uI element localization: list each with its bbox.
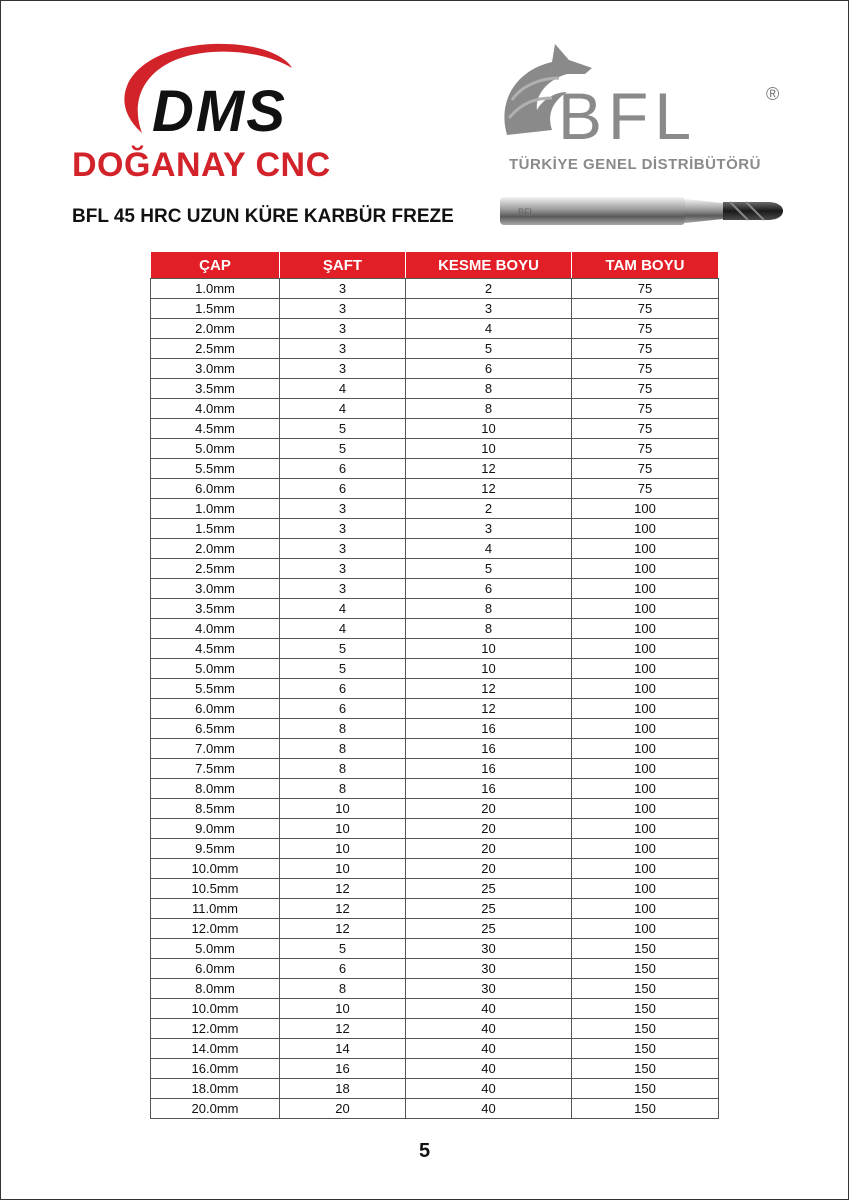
table-cell: 3.5mm — [151, 379, 280, 399]
table-cell: 75 — [572, 419, 719, 439]
table-cell: 5 — [280, 439, 406, 459]
table-cell: 4.5mm — [151, 419, 280, 439]
table-cell: 3 — [280, 499, 406, 519]
table-cell: 10 — [280, 859, 406, 879]
table-cell: 100 — [572, 679, 719, 699]
table-cell: 20 — [406, 859, 572, 879]
table-cell: 16 — [280, 1059, 406, 1079]
table-cell: 8 — [280, 979, 406, 999]
table-cell: 75 — [572, 439, 719, 459]
table-cell: 8.0mm — [151, 979, 280, 999]
table-cell: 6.0mm — [151, 959, 280, 979]
table-cell: 4 — [280, 379, 406, 399]
table-cell: 1.0mm — [151, 499, 280, 519]
table-cell: 3 — [280, 559, 406, 579]
table-cell: 8 — [406, 399, 572, 419]
table-cell: 40 — [406, 1079, 572, 1099]
table-row — [151, 1039, 719, 1059]
table-cell: 5 — [406, 559, 572, 579]
table-cell: 100 — [572, 539, 719, 559]
table-cell: 8 — [280, 759, 406, 779]
table-cell: 150 — [572, 959, 719, 979]
table-row — [151, 559, 719, 579]
table-cell: 100 — [572, 759, 719, 779]
table-cell: 12 — [280, 1019, 406, 1039]
table-cell: 100 — [572, 879, 719, 899]
table-row — [151, 939, 719, 959]
table-cell: 6.5mm — [151, 719, 280, 739]
table-cell: 12 — [406, 679, 572, 699]
table-cell: 5.5mm — [151, 679, 280, 699]
table-row — [151, 379, 719, 399]
table-row — [151, 899, 719, 919]
table-cell: 2.5mm — [151, 339, 280, 359]
table-cell: 30 — [406, 959, 572, 979]
table-cell: 25 — [406, 879, 572, 899]
table-body — [151, 279, 719, 1119]
table-cell: 100 — [572, 619, 719, 639]
table-cell: 3 — [280, 279, 406, 299]
table-cell: 1.0mm — [151, 279, 280, 299]
table-cell: 100 — [572, 499, 719, 519]
table-cell: 12.0mm — [151, 919, 280, 939]
table-cell: 100 — [572, 839, 719, 859]
table-cell: 30 — [406, 979, 572, 999]
table-row — [151, 859, 719, 879]
table-cell: 4.0mm — [151, 399, 280, 419]
table-cell: 5.0mm — [151, 659, 280, 679]
table-cell: 16 — [406, 719, 572, 739]
table-cell: 7.0mm — [151, 739, 280, 759]
table-cell: 8 — [280, 779, 406, 799]
table-cell: 100 — [572, 819, 719, 839]
table-cell: 100 — [572, 599, 719, 619]
table-cell: 14.0mm — [151, 1039, 280, 1059]
table-cell: 5.5mm — [151, 459, 280, 479]
table-cell: 8 — [406, 379, 572, 399]
table-cell: 100 — [572, 639, 719, 659]
table-cell: 150 — [572, 1019, 719, 1039]
table-cell: 100 — [572, 779, 719, 799]
table-cell: 3 — [280, 319, 406, 339]
table-cell: 75 — [572, 319, 719, 339]
document-title: BFL 45 HRC UZUN KÜRE KARBÜR FREZE — [72, 206, 454, 227]
table-cell: 10 — [280, 799, 406, 819]
table-cell: 10 — [280, 819, 406, 839]
header-cap: ÇAP — [151, 252, 280, 279]
table-cell: 16.0mm — [151, 1059, 280, 1079]
table-cell: 14 — [280, 1039, 406, 1059]
table-cell: 3 — [406, 299, 572, 319]
table-cell: 40 — [406, 1019, 572, 1039]
table-row — [151, 879, 719, 899]
table-row — [151, 499, 719, 519]
company-name: DOĞANAY CNC — [72, 146, 331, 184]
table-cell: 5 — [406, 339, 572, 359]
table-cell: 9.0mm — [151, 819, 280, 839]
table-cell: 100 — [572, 899, 719, 919]
table-cell: 150 — [572, 979, 719, 999]
table-row — [151, 799, 719, 819]
table-cell: 75 — [572, 299, 719, 319]
table-cell: 12 — [406, 459, 572, 479]
table-cell: 3 — [280, 339, 406, 359]
table-cell: 3 — [280, 359, 406, 379]
table-cell: 25 — [406, 919, 572, 939]
table-header-row — [151, 252, 719, 279]
table-cell: 10 — [406, 639, 572, 659]
table-cell: 10.0mm — [151, 999, 280, 1019]
table-cell: 100 — [572, 559, 719, 579]
table-cell: 4 — [406, 539, 572, 559]
table-cell: 4 — [280, 399, 406, 419]
table-row — [151, 299, 719, 319]
table-cell: 25 — [406, 899, 572, 919]
table-row — [151, 719, 719, 739]
header-tam-boyu: TAM BOYU — [572, 252, 719, 279]
table-cell: 16 — [406, 739, 572, 759]
table-cell: 100 — [572, 919, 719, 939]
table-cell: 4 — [406, 319, 572, 339]
table-cell: 3 — [280, 299, 406, 319]
table-cell: 100 — [572, 699, 719, 719]
table-cell: 20 — [406, 839, 572, 859]
table-cell: 2.0mm — [151, 539, 280, 559]
table-cell: 40 — [406, 1059, 572, 1079]
table-cell: 75 — [572, 459, 719, 479]
table-cell: 75 — [572, 379, 719, 399]
dms-logo-text: DMS — [152, 79, 287, 144]
table-cell: 16 — [406, 759, 572, 779]
table-cell: 150 — [572, 1099, 719, 1119]
table-cell: 75 — [572, 339, 719, 359]
page-number: 5 — [418, 1140, 431, 1162]
table-row — [151, 979, 719, 999]
table-cell: 12 — [280, 899, 406, 919]
table-cell: 2.0mm — [151, 319, 280, 339]
bfl-logo-text: BFL — [558, 79, 698, 153]
table-cell: 100 — [572, 519, 719, 539]
table-cell: 12 — [280, 919, 406, 939]
table-row — [151, 519, 719, 539]
table-cell: 6 — [406, 579, 572, 599]
table-row — [151, 319, 719, 339]
table-cell: 100 — [572, 799, 719, 819]
table-cell: 3 — [280, 519, 406, 539]
table-cell: 1.5mm — [151, 299, 280, 319]
table-cell: 4.0mm — [151, 619, 280, 639]
table-row — [151, 439, 719, 459]
table-row — [151, 619, 719, 639]
table-cell: 100 — [572, 859, 719, 879]
table-cell: 3.0mm — [151, 579, 280, 599]
table-cell: 18 — [280, 1079, 406, 1099]
table-cell: 4.5mm — [151, 639, 280, 659]
table-cell: 6.0mm — [151, 699, 280, 719]
table-cell: 6 — [280, 479, 406, 499]
table-cell: 20 — [406, 799, 572, 819]
table-cell: 10 — [406, 419, 572, 439]
table-cell: 3 — [406, 519, 572, 539]
table-cell: 3.5mm — [151, 599, 280, 619]
table-cell: 30 — [406, 939, 572, 959]
table-row — [151, 339, 719, 359]
table-row — [151, 1099, 719, 1119]
table-cell: 20.0mm — [151, 1099, 280, 1119]
table-cell: 40 — [406, 1099, 572, 1119]
table-cell: 150 — [572, 1059, 719, 1079]
table-cell: 150 — [572, 999, 719, 1019]
table-cell: 8 — [406, 619, 572, 639]
table-row — [151, 959, 719, 979]
table-cell: 100 — [572, 719, 719, 739]
dms-logo — [112, 38, 312, 148]
table-row — [151, 739, 719, 759]
table-cell: 5 — [280, 939, 406, 959]
table-cell: 11.0mm — [151, 899, 280, 919]
table-cell: 20 — [406, 819, 572, 839]
table-cell: 10 — [280, 839, 406, 859]
table-row — [151, 459, 719, 479]
table-cell: 8 — [280, 719, 406, 739]
table-cell: 5 — [280, 419, 406, 439]
table-cell: 7.5mm — [151, 759, 280, 779]
registered-mark: ® — [766, 84, 780, 104]
table-row — [151, 359, 719, 379]
spec-table — [150, 251, 719, 1119]
table-row — [151, 679, 719, 699]
header-kesme-boyu: KESME BOYU — [406, 252, 572, 279]
table-cell: 12 — [406, 479, 572, 499]
table-cell: 5 — [280, 639, 406, 659]
table-cell: 10 — [406, 659, 572, 679]
table-cell: 10.0mm — [151, 859, 280, 879]
table-cell: 1.5mm — [151, 519, 280, 539]
table-cell: 10.5mm — [151, 879, 280, 899]
table-row — [151, 639, 719, 659]
table-row — [151, 999, 719, 1019]
table-cell: 150 — [572, 939, 719, 959]
table-cell: 75 — [572, 279, 719, 299]
table-cell: 4 — [280, 599, 406, 619]
table-row — [151, 599, 719, 619]
table-cell: 100 — [572, 579, 719, 599]
table-cell: 12 — [406, 699, 572, 719]
table-cell: 8 — [406, 599, 572, 619]
table-cell: 10 — [406, 439, 572, 459]
table-cell: 12 — [280, 879, 406, 899]
table-cell: 2 — [406, 279, 572, 299]
table-cell: 12.0mm — [151, 1019, 280, 1039]
table-row — [151, 1019, 719, 1039]
table-cell: 100 — [572, 659, 719, 679]
table-cell: 75 — [572, 399, 719, 419]
table-cell: 8 — [280, 739, 406, 759]
table-cell: 75 — [572, 359, 719, 379]
table-cell: 8.0mm — [151, 779, 280, 799]
table-row — [151, 919, 719, 939]
table-cell: 6 — [280, 679, 406, 699]
table-cell: 5.0mm — [151, 439, 280, 459]
table-cell: 6 — [280, 959, 406, 979]
table-row — [151, 399, 719, 419]
table-cell: 40 — [406, 1039, 572, 1059]
table-row — [151, 1059, 719, 1079]
table-cell: 100 — [572, 739, 719, 759]
table-row — [151, 419, 719, 439]
table-row — [151, 279, 719, 299]
table-cell: 3.0mm — [151, 359, 280, 379]
table-cell: 150 — [572, 1039, 719, 1059]
table-row — [151, 539, 719, 559]
table-cell: 150 — [572, 1079, 719, 1099]
table-cell: 2.5mm — [151, 559, 280, 579]
table-row — [151, 819, 719, 839]
table-cell: 5.0mm — [151, 939, 280, 959]
table-row — [151, 659, 719, 679]
table-row — [151, 759, 719, 779]
tool-engraving: BFL — [518, 207, 535, 217]
table-cell: 3 — [280, 539, 406, 559]
distributor-label: TÜRKİYE GENEL DİSTRİBÜTÖRÜ — [509, 156, 761, 173]
table-cell: 2 — [406, 499, 572, 519]
table-row — [151, 1079, 719, 1099]
table-cell: 6 — [406, 359, 572, 379]
table-cell: 6.0mm — [151, 479, 280, 499]
table-row — [151, 779, 719, 799]
table-cell: 18.0mm — [151, 1079, 280, 1099]
table-row — [151, 699, 719, 719]
table-cell: 75 — [572, 479, 719, 499]
table-cell: 16 — [406, 779, 572, 799]
header-saft: ŞAFT — [280, 252, 406, 279]
table-cell: 4 — [280, 619, 406, 639]
table-row — [151, 839, 719, 859]
ball-end-mill-image — [498, 193, 788, 229]
table-cell: 3 — [280, 579, 406, 599]
table-cell: 5 — [280, 659, 406, 679]
table-cell: 40 — [406, 999, 572, 1019]
table-row — [151, 479, 719, 499]
table-row — [151, 579, 719, 599]
table-cell: 9.5mm — [151, 839, 280, 859]
table-cell: 6 — [280, 459, 406, 479]
table-cell: 10 — [280, 999, 406, 1019]
table-cell: 8.5mm — [151, 799, 280, 819]
table-cell: 20 — [280, 1099, 406, 1119]
table-cell: 6 — [280, 699, 406, 719]
